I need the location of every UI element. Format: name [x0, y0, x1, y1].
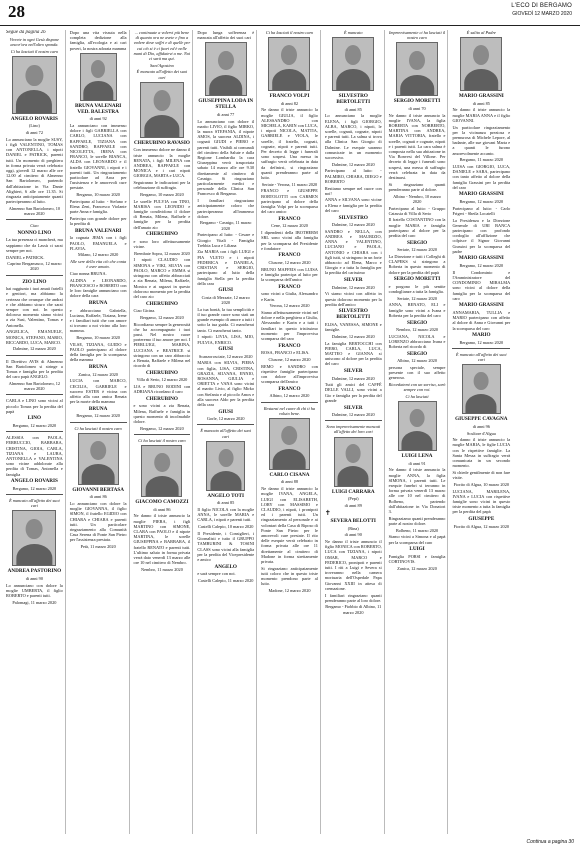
- place-date: Bergamo, 12 marzo 2020: [12, 422, 57, 428]
- notice-text: Lo annunciano con dolore la moglie UMBERTA, il figlio ROBERTO e parenti tutti.: [6, 582, 63, 598]
- divider: [452, 348, 510, 349]
- deceased-name: SERGIO: [406, 319, 428, 326]
- quote-text: ... continuate a volervi più bene di quanto ora ne avete e fino a vedere dove soffri e di quelle per cui ciò si è ci fuori ed è nelle mani di Dio, affidatevi a me. Noi ci sarà ma qui.: [133, 30, 191, 62]
- notice-text: Ciao Gicina.: [133, 308, 156, 314]
- deceased-name: ZIO LINO: [22, 278, 47, 285]
- notice-text: FRANCO e GIUSEPPE BORTOLOTTI con CARMEN partecipano al dolore della famiglia Volpi per la scomparsa del caro amico: [261, 188, 318, 215]
- notice-text: BRUNO MAFFEIS con LUISA e famiglia partecipa al lutto per la scomparsa dell'amico: [261, 266, 318, 283]
- place-date: Gorle, 12 marzo 2020: [206, 416, 245, 422]
- name-detail: (Rina): [347, 525, 359, 531]
- quote-text: È mancato all'affetto dei suoi cari: [200, 428, 251, 439]
- deceased-name: GIACOMO CAMOZZI: [135, 499, 189, 506]
- quote-text: Sant'Agostino: [150, 62, 174, 68]
- deceased-name: CARLO CISANA: [269, 471, 310, 478]
- notice-text: Lo annunciano la moglie ELENA, i figli GIORGIO, ALBA, MARCO, i nipoti, le sorelle, cognati, cognate, nipoti e parenti tutti. La salma si trova alla Clinica San Giorgio di Dalmine. Le esequie saranno comunicate in un momento successivo.: [324, 113, 382, 161]
- place-date: Verona, 12 marzo 2020: [269, 303, 310, 309]
- notice-text: hai raggiunto i tuoi amati fratelli e genitori, ma abbiamo la certezza che ovunque che andrai e che abbiamo sicuro che sarai sempre con noi. In questo doloroso momento siamo vicini a zia Susi, Valentino, Tomas e Antonella.: [6, 286, 63, 328]
- place-date: Seriate, 12 marzo 2020: [397, 295, 437, 301]
- quote-text: Ci ha lasciati il nostro caro: [10, 48, 59, 54]
- notice-text: LUCIANA, NICOLA e LORENZO abbracciano Ivana e Roberta nel ricordo di: [388, 333, 446, 350]
- notice-text: Il fratello COSTANTINO con la moglie MARIA e famiglia partecipano al dolore per la perdita del caro: [388, 217, 446, 239]
- notice-text: ALESSIA con PAOLA, FERRUCCIO, BARBARA, CRISTINA, GIOIA, CARLA, TIZIANA e LAURA, ANTONELLA e VALENTINA sono vicine addolorate alla perdita di Tomas, Antonella e famiglia: [6, 435, 63, 477]
- portrait-photo: [268, 37, 310, 91]
- portrait-photo: [80, 53, 117, 101]
- place-date: Seriate, 12 marzo 2020: [397, 247, 437, 253]
- deceased-name: SERGIO MORETTI: [393, 98, 441, 105]
- obituary-block: [70, 30, 127, 549]
- place-date: Brembate Sopra, 12 marzo 2020: [134, 250, 190, 256]
- deceased-name: MARIO: [472, 332, 491, 339]
- notice-text: Ricordiamo sempre la generosità che ha accompagnato i tuoi passi. Nel nostro cuore porteremo il tuo amore per noi. I PIERLUIGI, MARINA, LUCIANA e BEATRICE si stringono con un caro abbraccio a Renata, Raffaele e Milena nel ricordo di: [133, 321, 191, 369]
- quote-text: Ci ha lasciati il nostro caro: [265, 30, 314, 35]
- name-detail: di anni 96: [472, 423, 490, 429]
- notice-text: Dopo lunga sofferenza è mancata all'affetto dei suoi cari: [197, 30, 255, 41]
- notice-text: SANDRO e NELLA, con ANDREA e MAURIZIO, ANNA e VALENTINO, LUCIANO e PAOLA, ANTONIO e CHIARA con i figli tutti, si stringono in un forte abbraccio ad Elena, Marco e Giorgio e a tutta la famiglia per la perdita del carissimo: [324, 228, 382, 276]
- portrait-photo: [462, 364, 501, 414]
- place-date: Nembro, 11 marzo 2020: [141, 566, 183, 572]
- deceased-name: ANGELO TOTI: [207, 492, 244, 499]
- place-date: Bergamo - Casnigo, 11 marzo 2020: [200, 220, 252, 231]
- notice-text: Ringraziamo quanti prenderanno parte al nostro dolore.: [388, 515, 446, 526]
- notice-text: I dipendenti della IBOTHERM SRL sono vicini alla famiglia per la scomparsa del Presidente e fondatore: [261, 230, 318, 251]
- quote-text: Ci ha lasciati il nostro caro: [138, 437, 186, 443]
- name-detail: di anni 72: [25, 130, 43, 136]
- notice-text: Siamo affettuosamente vicini nel dolore e nella preghiera a Giulia, Alessandro e Karin e a tutti i familiari in questo tristissimo momento per l'improvvisa scomparsa del caro: [261, 309, 318, 341]
- notice-text: CARLA e LINO sono vicini al piccolo Tomas per la perdita del papà: [6, 398, 63, 414]
- place-date: Madone, 12 marzo 2020: [268, 588, 311, 594]
- notice-text: DANIEL e PATRICK.: [6, 254, 45, 260]
- notice-text: Ne danno il triste annuncio la moglie MARIA, le figlie LUCIA con le rispettive famiglie. La Santa Messa in suffragio verrà comunicata in un secondo momento.: [452, 437, 511, 469]
- place-date: Albino - Nembro, 10 marzo 2020: [393, 193, 441, 204]
- notice-text: Partecipano al lutto: - Carlo Frigeri - Sheila Locatelli: [452, 205, 511, 216]
- divider: [6, 275, 63, 276]
- notice-text: LUISA con GIORGIO, LUCA, DANIELE e SARA, partecipano con tanto affetto al dolore della famiglia Grassini per la perdita del caro: [452, 163, 511, 190]
- deceased-name: SILVER: [343, 404, 363, 411]
- divider: [197, 424, 254, 425]
- place-date: Dalmine, 12 marzo 2020: [331, 412, 375, 418]
- deceased-name: FRANCO: [278, 252, 301, 259]
- deceased-name: FRANCO VOLPI: [269, 93, 310, 100]
- deceased-name: FRANCO: [278, 342, 301, 349]
- quote-text: Ci ha lasciati il nostro caro: [74, 425, 122, 431]
- divider: [6, 394, 63, 395]
- deceased-name: BRUNA: [88, 300, 108, 307]
- notice-text: Partecipano al lutto: - Cesare e Giorgio Vitali - Famiglia Trebbia Luca e Liliana: [197, 232, 255, 248]
- name-detail: di anni 90: [25, 575, 43, 581]
- place-date: Seriate - Verona, 11 marzo 2020: [261, 181, 318, 187]
- notice-text: Tutti gli amici del CAFFÈ DELLE VALLI, sono vicini a Gio e famiglia per la perdita del grande: [324, 382, 382, 403]
- divider: [6, 219, 63, 220]
- notice-text: Lo annunciano la moglie SUSY, i figli VALENTINO, TOMAS con ANTONELLA, i nipoti DANIEL e PATRICK, parenti tutti. Un momento di preghiera in forma privata verrà celebrato oggi, giovedì 12 marzo alle ore 12.00 al cimitero di Almenno San Bartolomeo, partendo dall'abitazione in Via Dante Alighieri, 6 alle ore 11.35. Si ringrazia anticipatamente quanti parteciperanno al lutto.: [6, 136, 63, 205]
- portrait-photo: [141, 445, 182, 497]
- notice-text: Famiglia PORSI e famiglia CORTINOVIS.: [388, 553, 446, 564]
- notice-text: e sono loro affettuosamente vicine.: [133, 238, 191, 250]
- quote-text: È salito al Padre: [466, 30, 496, 35]
- notice-text: Ne danno il triste annuncio la moglie PIERA, i figli MARTINO con SIMONE, CLARA con PAOLO e il nipote MARTINA, le sorelle GIUSEPPINA e BARBARA, il fratello RENATO e parenti tutti. L'ultimo saluto in forma privata verrà dato venerdì 13 marzo alle ore 10 nel cimitero di Nembro.: [133, 513, 191, 566]
- notice-text: Zia MARIA con i figli LUIGI e PIA VLETO e i nipoti FEDERICA e DANIELA, CRISTIAN e SERGIO, partecipano al lutto della famiglia Stella per la perdita della cara: [197, 249, 255, 286]
- place-date: Bergamo, 12 marzo 2020: [12, 485, 57, 491]
- portrait-photo: [332, 37, 374, 91]
- place-date: Bergamo, 11 marzo 2020: [459, 157, 504, 163]
- deceased-name: NONNO LINO: [17, 229, 52, 236]
- notice-text: La famiglia BERTOCCHI con PIERO, CARLA, LUCA, MATTEO e GIANNA si uniscono al dolore per la perdita del caro: [324, 340, 382, 367]
- deceased-name: GIUSI: [218, 346, 234, 353]
- obituary-block: [452, 30, 510, 529]
- notice-text: Il Presidente, i Consiglieri, i Giornalisti e tutto il GRUPPO TAMBURINI & TOSINI CLASS sono vicini alla famiglia per la perdita del Vicepresidente e amico: [197, 530, 255, 562]
- deceased-name: SILVER: [343, 368, 363, 375]
- notice-text: ANNAMARIA, TULLIA e MARIO partecipano con affetto al dolore di Anna e Giovanni per la scomparsa del caro: [452, 309, 511, 331]
- deceased-name: BRUNA VALENARI VED. BALESTRA: [74, 102, 122, 115]
- notice-text: Partecipano al lutto: - Stefano e Elena Zeni, Francesco Violante parte Anna e famiglia.: [69, 198, 127, 215]
- notice-text: Ne danno il triste annuncio il figlio MONICA con ROBERTO, LUCA con TIZIANA, i nipoti OMAR, MARCO e FEDERICO, pronipoti e parenti tutti. I riti a Luigi e Severa si troveranno nella camera mortuaria dell'Ospedale Papa Giovanni XXIII in attesa di cremazione.: [324, 538, 382, 591]
- place-date: Albino, 12 marzo 2020: [269, 393, 310, 399]
- column-7: [387, 30, 449, 834]
- notice-text: Con immenso dolore ne danno il triste annuncio la moglie RENATA, i figli MILENA con ANDREA, RAFFAELE con MONICA e i cari nipoti GIORGIA, MARTA e LUCA.: [133, 147, 191, 179]
- place-date: Bergamo, 12 marzo 2020: [459, 198, 504, 204]
- notice-text: Dopo una vita vissuta nella completa dedizione alla famiglia, all'ecologia e ai cari poveri, la nostra adorata mamma: [69, 30, 127, 51]
- notice-text: La tua bontà, la tua semplicità e il tuo grande cuore sono stati un grande esempio di amore a tutti i sotto la tua guida. Ci mancherai tanto. Ci mancherai tanto.: [197, 306, 255, 333]
- quote-text: Improvvisamente ci ha lasciati il nostro caro: [388, 30, 446, 41]
- notice-text: Il Condominio e l'Amministratore del CONDOMINIO MIRALMA sono vicini al dolore della famiglia per la scomparsa del caro: [452, 269, 511, 301]
- portrait-photo: [460, 37, 502, 91]
- notice-text: Si ringraziano quanti prenderanno parte al dolore.: [388, 181, 446, 192]
- place-date: Palomagi, 11 marzo 2020: [12, 599, 57, 605]
- deceased-name: ANGELO ROVARIS: [10, 478, 58, 485]
- obituary-block: [134, 30, 191, 572]
- deceased-name: SERGIO MORETTI: [393, 276, 441, 283]
- notice-text: ANNA e SILVANA sono vicine a Elena e famiglia per la perdita del caro: [324, 197, 382, 213]
- column-1: [4, 30, 66, 834]
- name-detail: di anni 85: [217, 500, 235, 506]
- name-detail: di anni 70: [408, 105, 426, 111]
- continued-note: Continua a pagina 30: [526, 839, 574, 845]
- notice-text: Ciao nonna BRUNA.: [69, 271, 107, 277]
- place-date: Dalmine, 12 marzo 2020: [13, 346, 56, 352]
- name-detail: di anni 85: [472, 100, 490, 106]
- portrait-photo: [205, 42, 247, 96]
- quote-text: Restarai nel cuore di chi ti ha voluto bene.: [263, 405, 316, 416]
- deceased-name: LINO: [27, 415, 42, 422]
- obituary-block: [197, 30, 254, 583]
- place-date: Scanzorosciate, 12 marzo 2020: [198, 353, 253, 359]
- portrait-photo: [396, 42, 438, 96]
- place-date: Fiorito di Algua, 12 marzo 2020: [453, 523, 510, 529]
- deceased-name: LUIGI CARRARA: [331, 488, 375, 495]
- deceased-name: SILVESTRO BERTOLETTI: [336, 308, 371, 321]
- issue-date: GIOVEDÌ 12 MARZO 2020: [512, 11, 572, 17]
- place-date: Fiorito di Algua, 10 marzo 2020: [453, 481, 510, 487]
- place-date: Bergamo, 12 marzo 2020: [459, 339, 504, 345]
- continued-from: Segue da pagina 26: [6, 30, 46, 35]
- name-detail: di anni 88: [280, 479, 299, 485]
- quote-text: È mancato all'affetto dei suoi cari: [136, 69, 188, 80]
- name-detail: (Pepi): [348, 496, 359, 502]
- deceased-name: CHERUBINO: [145, 231, 178, 238]
- place-date: Dalmine, 12 marzo 2020: [331, 284, 375, 290]
- deceased-name: ANGELO: [214, 563, 237, 570]
- deceased-name: MARIO GRASSINI: [458, 302, 504, 309]
- notice-text: sono vicini a Giulia, Alessandro e Karin.: [261, 291, 318, 302]
- portrait-photo: [398, 401, 437, 451]
- deceased-name: FRANCO: [278, 385, 301, 392]
- page-number: 28: [8, 2, 25, 21]
- quote-text: È mancato all'affetto dei suoi cari: [9, 497, 60, 509]
- deceased-name: SILVER: [343, 277, 363, 284]
- notice-text: I familiari ringraziano anticipatamente coloro che parteciperanno all'immenso dolore.: [197, 198, 255, 219]
- deceased-name: BRUNA: [88, 405, 108, 412]
- cross-icon: ✝: [324, 508, 331, 517]
- notice-text: Ne danno il triste annuncio la moglie GIULIA, il figlio ALESSANDRO con MICHELA, KARIN con LUCA, i nipoti NICOLA, MATTIA, GABRIELE e VIOLA, le sorelle, il fratello, cognati, cognate, nipoti e parenti tutti. Per decreto di legge i funerali sono sospesi. Una messa in suffragio verrà celebrata in data da definirsi, si ringraziano quanti prenderanno parte al lutto.: [261, 107, 318, 181]
- divider: [325, 420, 382, 421]
- notice-text: MARIA con SILVIA, PIERA con figlia, LISA, CRISTINA, GRAZIA, SILVANA, ENNIO, ROSANNA, GIULIA e ORIETTA e VANA sono vicini al marito Livio, al figlio Mirko con Stefania e al piccolo Amos e alla suocera Aldo per la perdita della cara: [197, 360, 255, 408]
- divider: [261, 402, 318, 403]
- place-date: Dalmine, 12 marzo 2020: [331, 375, 375, 381]
- deceased-name: ANDREA PASTORINO: [7, 568, 62, 575]
- obituary-block: [389, 30, 446, 571]
- obituary-block: [325, 30, 382, 615]
- notice-text: Ne danno il triste annuncio la moglie IVANA, la figlia ROBERTA con NORBERTO, MARTINA con ANDREA, MARIA VITTORIA, fratello e sorelle, cognati e cognate, nipoti e i parenti tutti. La cara salma è composta nella sua abitazione in Via Bonvesi del Villone. Per decreto di legge i funerali sono sospesi, una messa di suffragio verrà celebrata in data da destinarsi.: [388, 112, 446, 181]
- place-date: Clusone, 12 marzo 2020: [268, 356, 311, 362]
- deceased-name: SERGIO: [406, 239, 428, 246]
- notice-text: e porgono le più sentite condoglianze a tutta la famiglia.: [388, 283, 446, 294]
- place-date: Caprino Bergamasco, 12 marzo 2020: [7, 261, 62, 272]
- deceased-name: ANGELO ROVARIS: [10, 115, 58, 122]
- deceased-name: SERGIO: [406, 350, 428, 357]
- notice-text: Ne danno il triste annuncio la moglie MARIA ANNA e il figlio GIOVANNI.: [452, 107, 511, 123]
- column-4: [195, 30, 257, 834]
- place-date: Petà, 11 marzo 2020: [80, 544, 116, 550]
- notice-text: Restiamo sempre nel cuore con noi!: [324, 185, 382, 196]
- notice-text: ALDINA e LEONARDO, FRANCESCO e ROBERTO con le loro famiglie annunciano con dolore della cara: [69, 277, 127, 299]
- notice-text: ANNA, RENATO, ELI e famiglie sono vicini a Ivana e Roberta per la perdita del caro: [388, 302, 446, 318]
- deceased-name: GIUSEPPE CAVAGNA: [455, 416, 508, 423]
- column-3: [132, 30, 194, 834]
- name-detail: di anni 92: [89, 116, 107, 122]
- name-detail: di anni 77: [217, 111, 235, 117]
- deceased-name: GIUSEPPE: [468, 516, 495, 523]
- deceased-name: SILVESTRO BERTOLETTI: [336, 93, 371, 106]
- portrait-photo: [12, 510, 56, 566]
- divider: [6, 431, 63, 432]
- quote-text: Ciao: [30, 223, 39, 229]
- place-date: Bergamo, 10 marzo 2020: [140, 191, 184, 197]
- place-date: Zanica, 12 marzo 2020: [78, 371, 118, 377]
- notice-text: La Direzione e tutti i Colleghi di CLAPEKS si stringono a Roberta in questo momento di dolore per la perdita del papà: [388, 253, 446, 275]
- name-detail: Scultore d'Algua: [466, 430, 496, 436]
- place-date: Cene, 12 marzo 2020: [271, 223, 308, 229]
- notice-text: Lo annunciano con dolore la moglie GIOVANNA, il figlio SIMON, il fratello EGIDIO con CHIARA e CHIARA e parenti tutti. Un particolare ringraziamento alla Comunità Casa Serena di Ponte San Pietro per l'assistenza prestata.: [69, 500, 127, 543]
- name-detail: di anni 89: [344, 502, 362, 508]
- notice-text: ANGELICA, EMANUELE, MONICA, STEFANO, MARIO, RICCARDO, LUCA, MARCO.: [6, 329, 63, 345]
- quote-text: Alle sere della vita ciò che conta è aver amato.: [70, 259, 127, 270]
- name-detail: di anni 86: [153, 506, 171, 512]
- notice-text: REMO e SANDRO con rispettive famiglie partecipano con dolore all'improvvisa scomparsa dell'amico: [261, 363, 318, 385]
- divider: [70, 422, 127, 423]
- name-detail: di anni 91: [408, 460, 426, 466]
- place-date: Castelli Calepio, 10 marzo 2020: [197, 524, 254, 530]
- notice-text: Si ringraziano anticipatamente tutti coloro che in questo triste momento prendono parte al lutto.: [261, 565, 318, 587]
- notice-text: e sono vicini a zia Renata, Milena, Raffaele e famiglia in questo momento di incolmabile dolore.: [133, 403, 191, 425]
- column-5: [259, 30, 321, 834]
- deceased-name: CHERUBINO: [145, 300, 178, 307]
- notice-text: La tua presenza ci mancherà, ma sappiamo che da Lassù ci sarai sempre per noi.: [6, 237, 63, 253]
- portrait-photo: [140, 82, 184, 138]
- place-date: Bergamo, 12 marzo 2020: [140, 314, 184, 320]
- notice-text: ROSA, FRANCO e ELISA.: [261, 350, 310, 356]
- notice-text: I nipoti: LIVIA, LISA, MIO, FULVIA, ENRICO.: [197, 334, 255, 345]
- quote-text: Vivrete in ogni Gesù dispone ancor'ora nell'altro sponda.: [9, 36, 60, 47]
- column-6: [323, 30, 385, 834]
- notice-text: LIA e BRUNO RODINI con ADRIANA ricordano il caro: [133, 384, 191, 395]
- deceased-name: CHERUBINO RAVASIO: [134, 139, 190, 146]
- quote-text: Ci ha lasciati: [405, 394, 429, 400]
- deceased-name: GIUSEPPINA LODA IN STELLA: [198, 98, 254, 111]
- deceased-name: MARIO GRASSINI: [458, 255, 504, 262]
- place-date: Bolbeno, 11 marzo 2020: [395, 527, 439, 533]
- notice-text: Partecipano al lutto: - Gruppo Catassia di Villa di Serio: [388, 205, 446, 216]
- place-date: Bergamo, 12 marzo 2020: [76, 413, 120, 419]
- quote-text: È mancato all'affetto dei suoi cari: [456, 351, 507, 363]
- notice-text: Partecipa con grande dolore per la perdita di: [69, 215, 127, 227]
- place-date: Dalmine, 12 marzo 2020: [331, 222, 375, 228]
- notice-text: I nipoti CLAUDIO con SIMONA e VIKI, SILVIA con PAOLO, MARCO e EMMA si stringono con affetto abbracciati a zia Renata, Milena, Raffaele, Monica e ai ragazzi in questo doloroso momento per la perdita del caro zio: [133, 257, 191, 299]
- divider: [6, 355, 63, 356]
- place-date: Milano, 12 marzo 2020: [77, 252, 119, 258]
- notice-text: LUCIA con MARCO, CECILIA, GABRIELE e suocero ESTER è vicina con affetto alla cara amica Renata per la morte della mamma: [69, 378, 127, 405]
- notice-text: Seguiranno le indicazioni per la celebrazione di suffragio.: [133, 180, 191, 191]
- notice-text: VILSE, TIZIANA, GUIDO e PAOLO partecipano al dolore della famiglia per la scomparsa della mamma: [69, 341, 127, 363]
- portrait-photo: [269, 418, 310, 470]
- portrait-photo: [78, 433, 119, 485]
- place-date: Albino, 12 marzo 2020: [397, 358, 437, 364]
- deceased-name: BRUNA: [88, 364, 108, 371]
- deceased-name: LUIGI: [409, 546, 425, 553]
- deceased-name: GIUSI: [218, 408, 234, 415]
- column-2: [68, 30, 130, 834]
- place-date: Costa di Mezzate, 12 marzo 2020: [201, 294, 250, 306]
- deceased-name: MARIO GRASSINI: [458, 93, 504, 100]
- place-date: Almenno San Bartolomeo, 12 marzo 2020: [8, 380, 61, 392]
- name-detail: di anni 90: [344, 532, 362, 538]
- deceased-name: MARIO GRASSINI: [458, 191, 504, 198]
- notice-text: Partecipano al lutto: - PALMIRO, CHIARA, DIEGO e ROBERTO: [324, 168, 382, 184]
- quote-text: Ricordatemi con un sorriso, sarò sempre con voi.: [388, 382, 446, 393]
- notice-text: Un particolare ringraziamento per la vicinanza preziosa e premurosa di Michele Lepore, al badante, alle sue giovani Marta e a quanti le furono amorevolmente accanto.: [452, 124, 511, 156]
- portrait-photo: [206, 441, 245, 491]
- notice-text: Il figlio NICOLA con la moglie ANNA, le sorelle MARIA e CARLA, i nipoti e parenti tutti.: [197, 507, 255, 523]
- notice-text: Siamo vicini a Simona e al papà per la scomparsa del caro: [388, 534, 446, 545]
- notice-text: e abbracciano Gabriella, Luciana, Raffaele, Tiziana, Irene e i familiari tutti che con amore si trovano a noi vicino alla loro mamma.: [69, 307, 127, 334]
- name-detail: di anni 82: [280, 100, 299, 106]
- deceased-name: CHERUBINO: [145, 369, 178, 376]
- place-date: Dalmine, 12 marzo 2020: [331, 333, 375, 339]
- notice-text: Si chiede gentilmente di non fare visite.: [452, 469, 511, 481]
- notice-text: La Presidenza e la Direzione Generale di UBI BANCA partecipano con profondo cordoglio all'afflizione che colpisce il Signor Giovanni Grassini per la scomparsa del padre: [452, 217, 511, 254]
- place-date: Bergamo - Fiobbio di Albino, 11 marzo 2020: [325, 604, 382, 615]
- deceased-name: GIUSI: [218, 287, 234, 294]
- notice-text: LUCIANA, MARILENA, IVANA e LUCIA con rispettive famiglie sono vicini in questo triste momento a tutta la famiglia per la perdita del papà: [452, 488, 511, 515]
- place-date: Clusone, 12 marzo 2020: [268, 259, 311, 265]
- place-date: Zanica, 12 marzo 2020: [397, 565, 437, 571]
- notice-text: Vi siamo vicini con affetto in questo doloroso momento per la perdita dell'amico: [324, 291, 382, 307]
- place-date: Bergamo, 10 marzo 2020: [76, 192, 120, 198]
- notice-text: Ne danno il triste annuncio la moglie IVANA, ANGELA, LUIGI con ELISABETH, LORY con MASSIMO e CLAUDIO, i nipoti, i pronipoti ed i parenti tutti. Un ringraziamento al personale e ai volontari della Casa di Riposo di Ponte San Pietro per le amorevoli cure prestate. Il rito delle esequie verrà celebrato in forma privata alle ore 11 direttamente al cimitero di Madone in forma strettamente privata.: [261, 486, 318, 564]
- notice-text: Le sorelle FULVIA con TINO, MARISA con LEONIDO e famiglie condividono il dolore di Renata, Milena, Raffaele e famiglie per la perdita dell'amato zio: [133, 198, 191, 230]
- obituary-block: [261, 30, 318, 593]
- name-detail: di anni 86: [89, 494, 107, 500]
- place-date: Almenno San Bartolomeo, 10 marzo 2020: [8, 205, 61, 217]
- notice-text: I familiari ringraziano quanti prenderanno parte al loro dolore.: [324, 592, 382, 603]
- notice-text: Ne danno il triste annuncio la moglie ANNA, la figlia SIMONA, i parenti tutti. Le esequie funebri si terranno in forma privata venerdì 13 marzo alle ore 10 nel cimitero di Bolbeno, partendo dall'abitazione in Via Donatori 3.: [388, 467, 446, 515]
- deceased-name: LUIGI LENA: [401, 453, 433, 460]
- name-detail: di anni 85: [344, 106, 362, 112]
- deceased-name: GIOVANNI BERTASA: [72, 486, 124, 493]
- notice-text: Il Direttivo AVIS di Almenno San Bartolomeo si stringe a Tomas e famiglia per la perdita del caro papà ANGELO.: [6, 358, 63, 380]
- place-date: Castelli Calepio, 11 marzo 2020: [198, 577, 254, 583]
- notice-text: la cognata JEMA con i figli PAOLO, EMANUELA e FLAVIA.: [69, 235, 127, 251]
- place-date: Dalmine, 12 marzo 2020: [331, 161, 375, 167]
- newspaper-name: L'ECO DI BERGAMO: [511, 3, 572, 9]
- notice-text: persona speciale, sempre presente con il suo affetto generoso.: [388, 365, 446, 381]
- deceased-name: SILVESTRO: [338, 214, 368, 221]
- name-detail: (Lino): [28, 123, 40, 129]
- obituary-columns: [4, 30, 576, 834]
- place-date: Bergamo, 12 marzo 2020: [140, 425, 184, 431]
- page-header: [0, 0, 580, 26]
- notice-text: ELISA, VANESSA, SIMONE e famiglie.: [324, 321, 382, 333]
- deceased-name: CHERUBINO: [145, 395, 178, 402]
- notice-text: La annunciano con immenso dolore i figli GABRIELLA con CARLO, LUCIANA con RAFFAELE, TIZIANA con SANDRO, RAFFAELE con NICOLETTA, IRENA con FRANCO, le sorelle BIANCA, ALDA con LEONARDO e il fratello GIOVANNI, i nipoti e i parenti tutti. Un ringraziamento particolare ad Aroa per l'assistenza e le amorevoli cure prestate.: [69, 123, 127, 191]
- quote-text: Sono improvvisamente mancati all'affetto dei loro cari: [326, 424, 381, 435]
- deceased-name: BRUNA VALENARI: [74, 227, 122, 234]
- column-8: [450, 30, 512, 834]
- deceased-name: FRANCO: [278, 215, 301, 222]
- divider: [134, 434, 191, 435]
- divider: [6, 494, 63, 495]
- deceased-name: SEVERA BELOTTI: [330, 518, 376, 525]
- deceased-name: FRANCO: [278, 283, 301, 290]
- notice-text: Lo annunciano con dolore il marito LIVIO, il figlio MIRKO, la nuora STEFANIA, il nipote AMOS, la suocera ALDINA, i cognati GIUDI e PIERO e parenti tutti. Visibili ai comunali del cimitero della Salute e dalla Regione Lombardia la cara Giuseppina verrà trasportata sabato 14 marzo alle ore 9.30 direttamente al cimitero di Casnigo. Si ringraziano particolarmente medici e personale della Clinica San Francesco di Bergamo.: [197, 118, 255, 197]
- place-date: Villa di Serio, 12 marzo 2020: [136, 377, 188, 383]
- place-date: Nembro, 12 marzo 2020: [396, 327, 439, 333]
- notice-text: e sarà sempre con noi.: [197, 571, 236, 577]
- portrait-photo: [12, 56, 57, 114]
- quote-text: È mancato: [344, 30, 363, 35]
- place-date: Bergamo, 10 marzo 2020: [76, 335, 120, 341]
- obituary-block: [6, 30, 63, 605]
- portrait-photo: [334, 437, 373, 487]
- place-date: Bergamo, 12 marzo 2020: [459, 262, 504, 268]
